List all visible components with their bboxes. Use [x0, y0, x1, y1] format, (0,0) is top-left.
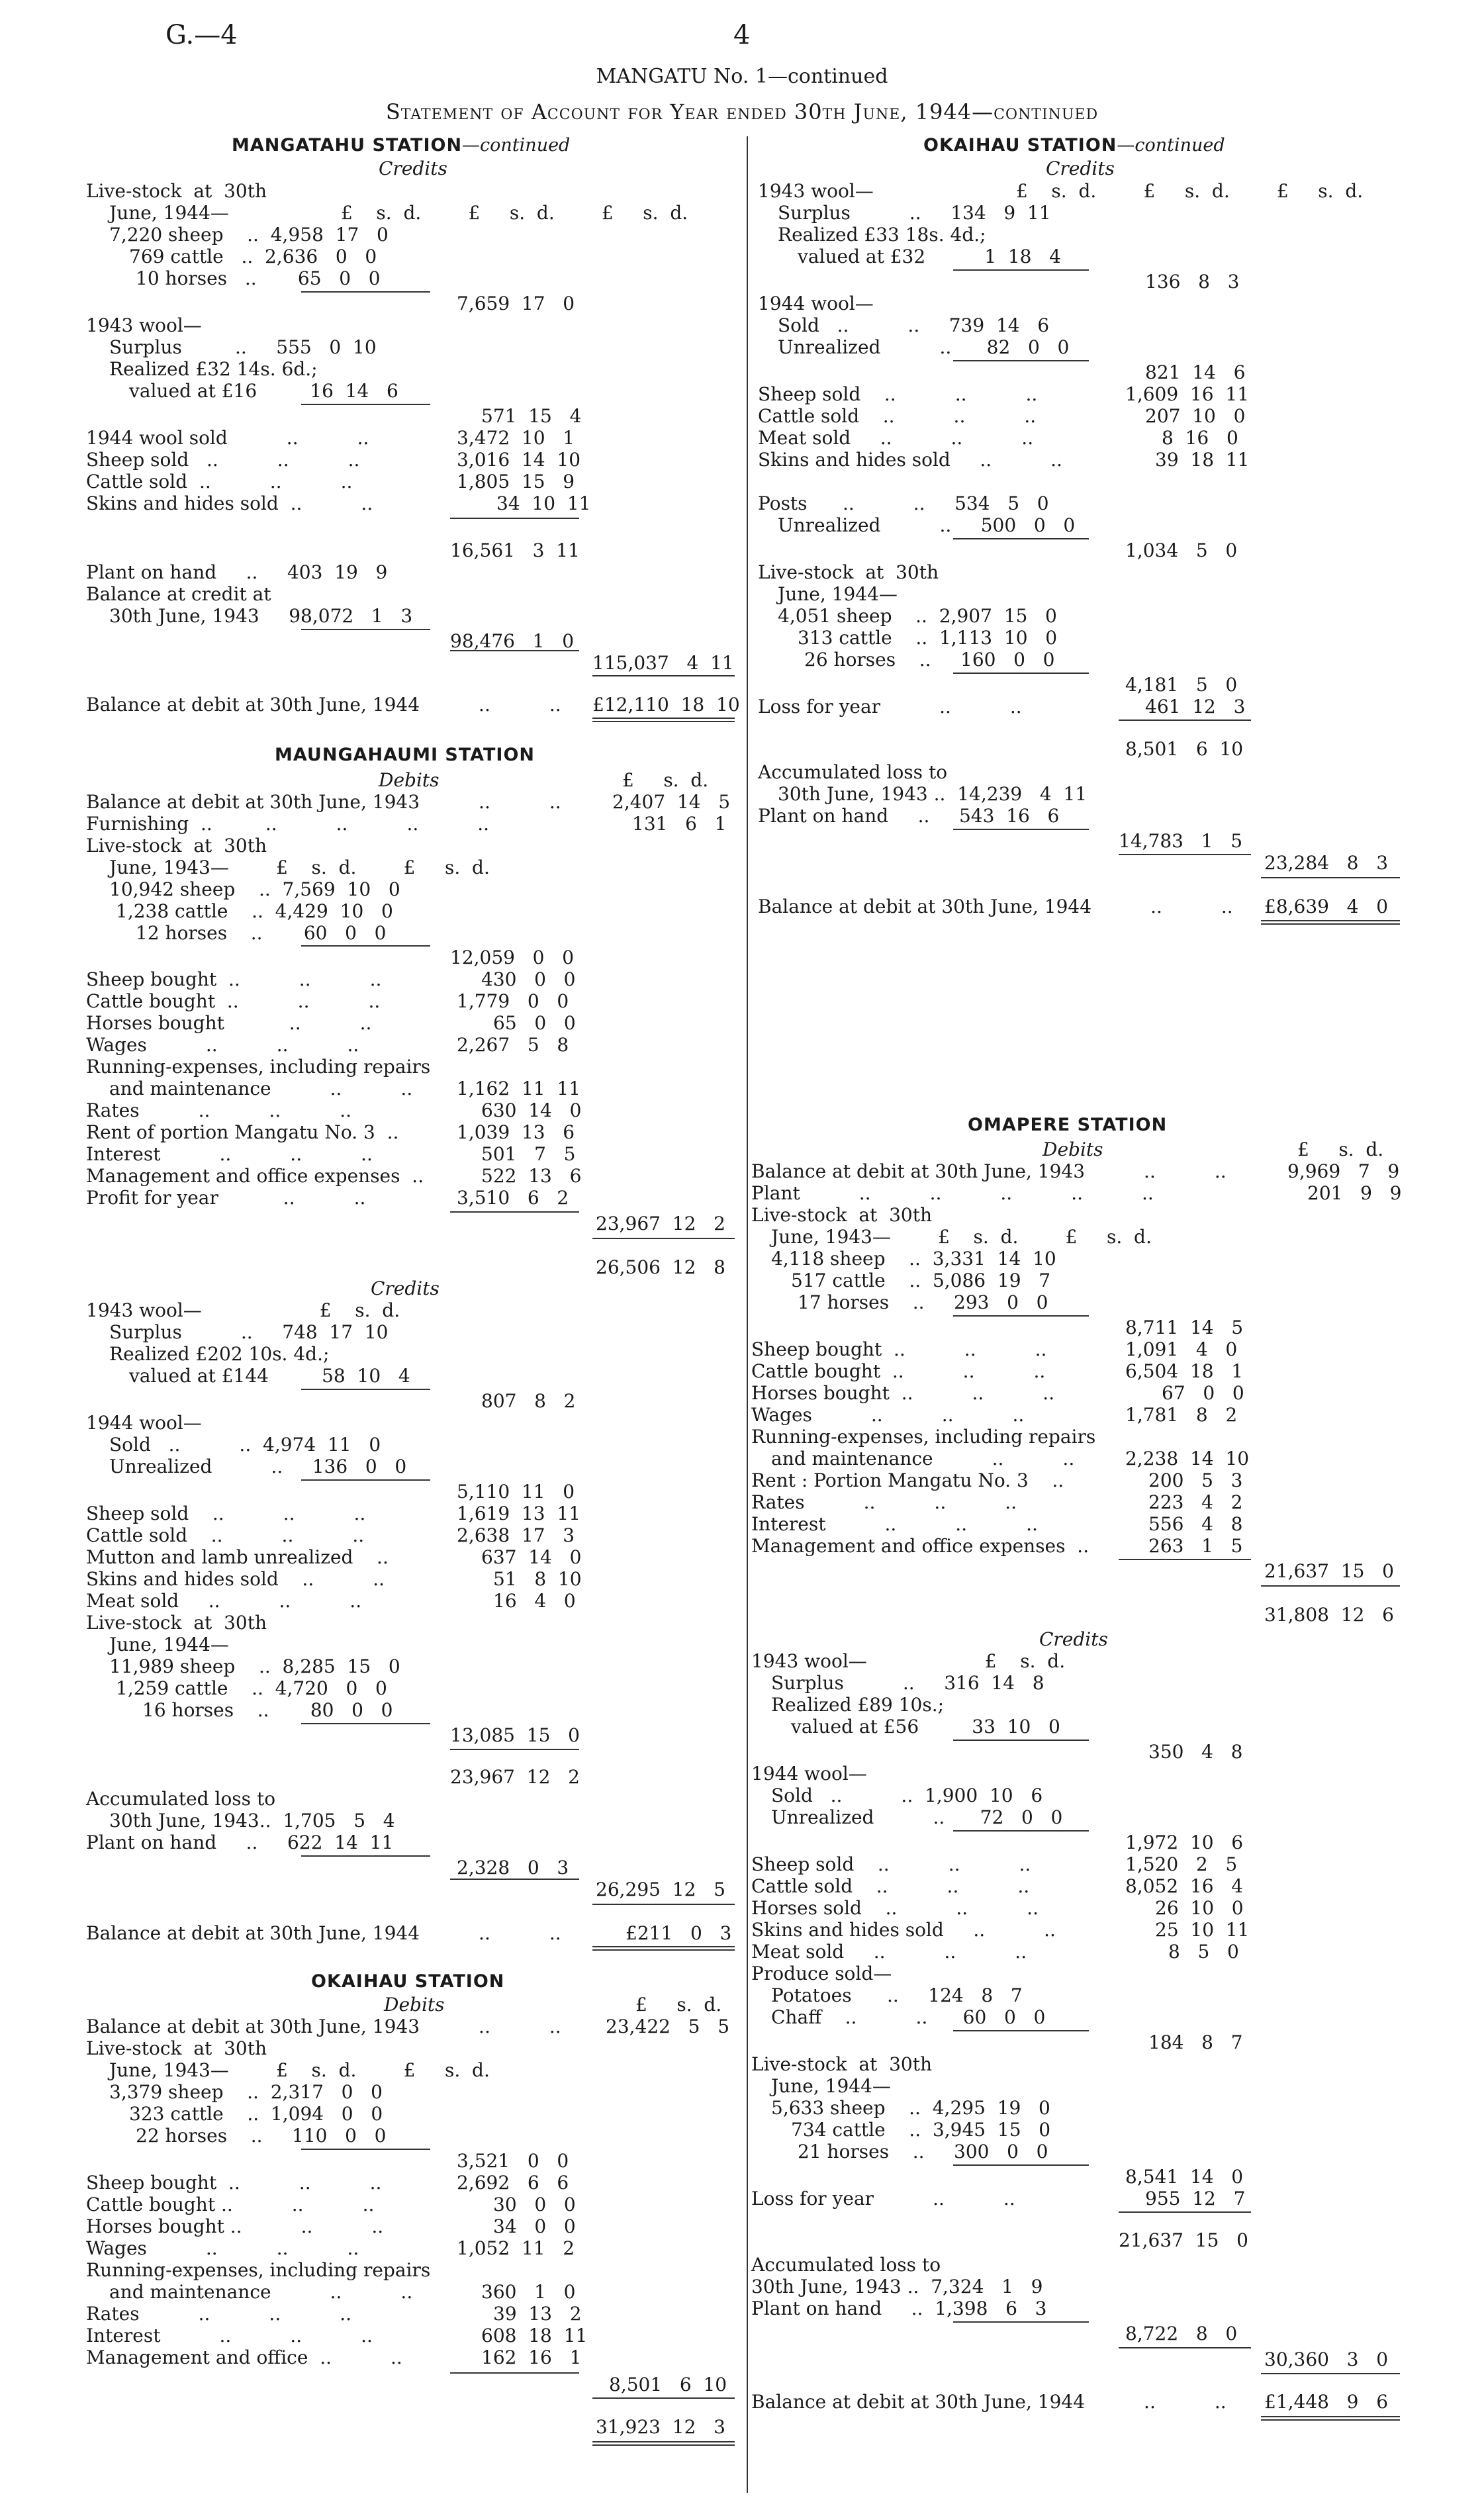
balance-line: Balance at debit at 30th June, 1944 .. .. — [758, 896, 1233, 917]
debits-label: Debits — [384, 1994, 445, 2016]
total: 30,360 3 0 — [1264, 2348, 1389, 2370]
amount: 2,267 5 8 — [457, 1034, 569, 1056]
amount: 571 15 4 — [481, 405, 582, 427]
line: Sheep sold .. .. .. — [86, 1503, 366, 1524]
line: 16 horses .. 80 0 0 — [142, 1699, 393, 1721]
line: Plant on hand .. 1,398 6 3 — [751, 2298, 1047, 2319]
amount: 26 10 0 — [1155, 1897, 1244, 1919]
page-ref: G.—4 — [165, 20, 238, 50]
amount: 1,091 4 0 — [1125, 1338, 1238, 1360]
line: Loss for year .. .. — [758, 696, 1022, 718]
amount: 223 4 2 — [1148, 1491, 1243, 1513]
line: Realized £32 14s. 6d.; — [109, 358, 318, 380]
balance-amount: £1,448 9 6 — [1264, 2391, 1389, 2413]
line: Sold .. .. 4,974 11 0 — [109, 1434, 381, 1456]
column-headings: £ s. d. £ s. d. £ s. d. — [341, 202, 688, 224]
line: Potatoes .. 124 8 7 — [771, 1984, 1023, 2006]
rule — [592, 1238, 735, 1239]
credits-label: Credits — [371, 1277, 440, 1299]
line: 30th June, 1943 .. 7,324 1 9 — [751, 2276, 1043, 2298]
statement-title: Statement of Account for Year ended 30th June, 1944—continued — [385, 99, 1099, 124]
line: Accumulated loss to — [758, 761, 948, 783]
rule — [301, 629, 430, 630]
amount: 136 8 3 — [1145, 271, 1240, 293]
rule — [1261, 2373, 1400, 2374]
amount: 34 0 0 — [493, 2215, 576, 2237]
credits-label: Credits — [1046, 158, 1115, 179]
rule — [450, 1211, 579, 1213]
rule — [953, 538, 1089, 539]
line: 517 cattle .. 5,086 19 7 — [791, 1270, 1051, 1291]
line: Realized £202 10s. 4d.; — [109, 1343, 330, 1365]
line: 30th June, 1943.. 1,705 5 4 — [109, 1810, 395, 1832]
amount: 3,472 10 1 — [457, 427, 575, 449]
amount: 16 4 0 — [493, 1590, 576, 1612]
amount: 14,783 1 5 — [1119, 830, 1243, 852]
amount: 461 12 3 — [1145, 696, 1246, 718]
line: June, 1944— — [109, 1634, 229, 1655]
total: 26,295 12 5 — [596, 1879, 725, 1900]
amount: 30 0 0 — [493, 2194, 576, 2215]
total: 115,037 4 11 — [592, 652, 734, 674]
amount: 98,476 1 0 — [450, 630, 575, 652]
subtotal: 21,637 15 0 — [1119, 2229, 1248, 2251]
line: Live-stock at 30th — [86, 2037, 267, 2059]
double-rule — [592, 1946, 735, 1951]
amount: 1,052 11 2 — [457, 2237, 575, 2259]
line: 4,051 sheep .. 2,907 15 0 — [778, 605, 1057, 627]
line: June, 1944— — [778, 583, 898, 605]
amount: 1,162 11 11 — [457, 1078, 581, 1099]
line: Realized £89 10s.; — [771, 1694, 945, 1716]
line: Unrealized .. 82 0 0 — [778, 336, 1070, 358]
amount: 2,328 0 3 — [457, 1857, 569, 1879]
line: Cattle sold .. .. .. — [86, 471, 353, 492]
line: 7,220 sheep .. 4,958 17 0 — [109, 224, 389, 246]
line: 1,238 cattle .. 4,429 10 0 — [116, 900, 393, 922]
amount: 3,016 14 10 — [457, 449, 581, 471]
line: 734 cattle .. 3,945 15 0 — [791, 2119, 1051, 2141]
amount: 1,039 13 6 — [457, 1121, 575, 1143]
line: Plant on hand .. 622 14 11 — [86, 1832, 394, 1853]
line: Live-stock at 30th — [751, 2053, 932, 2075]
line: Interest .. .. .. — [86, 2325, 373, 2346]
line: 3,379 sheep .. 2,317 0 0 — [109, 2081, 383, 2103]
line: Unrealized .. 136 0 0 — [109, 1456, 407, 1477]
rule — [301, 1855, 430, 1857]
station-title: OKAIHAU STATION—continued — [923, 135, 1225, 156]
line: Cattle bought .. .. .. — [751, 1360, 1046, 1382]
total: 26,506 12 8 — [596, 1256, 725, 1278]
line: Cattle sold .. .. .. — [86, 1524, 365, 1546]
rule — [953, 360, 1089, 361]
rule — [301, 1479, 430, 1481]
line: 1944 wool— — [758, 293, 874, 314]
line: Balance at debit at 30th June, 1943 .. .. — [86, 2016, 561, 2037]
line: Interest .. .. .. — [86, 1143, 373, 1165]
line: and maintenance .. .. — [109, 1078, 413, 1099]
amount: 556 4 8 — [1148, 1513, 1243, 1535]
rule — [450, 518, 579, 519]
line: Sheep sold .. .. .. — [86, 449, 360, 471]
amount: 23,422 5 5 — [606, 2016, 730, 2037]
amount: 2,238 14 10 — [1125, 1448, 1250, 1469]
line: Running-expenses, including repairs — [86, 1056, 431, 1078]
line: Live-stock at 30th — [86, 180, 267, 202]
subtotal: 16,561 3 11 — [450, 539, 580, 561]
rule — [953, 1740, 1089, 1741]
line: valued at £144 58 10 4 — [129, 1365, 410, 1387]
line: 22 horses .. 110 0 0 — [136, 2125, 387, 2147]
line: Live-stock at 30th — [86, 1612, 267, 1634]
rule — [1119, 854, 1251, 855]
amount: 8 16 0 — [1162, 427, 1238, 449]
line: Meat sold .. .. .. — [751, 1941, 1027, 1963]
amount: 263 1 5 — [1148, 1535, 1243, 1557]
rule — [450, 650, 579, 651]
line: Balance at credit at — [86, 583, 271, 605]
line: Running-expenses, including repairs — [751, 1426, 1096, 1448]
line: 4,118 sheep .. 3,331 14 10 — [771, 1248, 1056, 1270]
amount: 39 13 2 — [493, 2303, 582, 2325]
line: June, 1944— — [109, 202, 229, 224]
rule — [301, 945, 430, 947]
line: 1,259 cattle .. 4,720 0 0 — [116, 1677, 387, 1699]
amount: 630 14 0 — [481, 1099, 582, 1121]
line: and maintenance .. .. — [771, 1448, 1075, 1469]
line: 30th June, 1943 98,072 1 3 — [109, 605, 413, 627]
line: Rent of portion Mangatu No. 3 .. — [86, 1121, 399, 1143]
amount: 1,781 8 2 — [1125, 1404, 1238, 1426]
line: Unrealized .. 72 0 0 — [771, 1806, 1063, 1828]
rule — [450, 1879, 579, 1880]
rule — [953, 829, 1089, 830]
line: Wages .. .. .. — [86, 2237, 359, 2259]
amount: 807 8 2 — [481, 1390, 576, 1412]
line: Meat sold .. .. .. — [758, 427, 1034, 449]
balance-line: Balance at debit at 30th June, 1944 .. .. — [86, 694, 561, 716]
line: June, 1943— £ s. d. £ s. d. — [771, 1226, 1152, 1248]
rule — [592, 675, 735, 676]
balance-line: Balance at debit at 30th June, 1944 .. .. — [86, 1922, 561, 1944]
rule — [953, 2164, 1089, 2166]
total: 31,808 12 6 — [1264, 1604, 1394, 1626]
amount: 501 7 5 — [481, 1143, 576, 1165]
line: Sheep bought .. .. .. — [751, 1338, 1047, 1360]
rule — [592, 2397, 735, 2399]
report-heading: MANGATU No. 1—continued — [596, 65, 888, 88]
line: 769 cattle .. 2,636 0 0 — [129, 246, 377, 267]
line: Sold .. .. 1,900 10 6 — [771, 1785, 1043, 1806]
line: Running-expenses, including repairs — [86, 2259, 431, 2281]
line: Unrealized .. 500 0 0 — [778, 514, 1076, 536]
line: 1943 wool— £ s. d. — [751, 1650, 1066, 1672]
amount: 201 9 9 — [1307, 1182, 1402, 1204]
amount: 2,638 17 3 — [457, 1524, 575, 1546]
amount: 34 10 11 — [496, 492, 591, 514]
line: Rates .. .. .. — [751, 1491, 1017, 1513]
line: June, 1943— £ s. d. £ s. d. — [109, 2059, 490, 2081]
amount: 131 6 1 — [632, 813, 727, 835]
line: Plant .. .. .. .. .. — [751, 1182, 1154, 1204]
credits-label: Credits — [379, 158, 447, 179]
line: Horses bought .. .. .. — [751, 1382, 1055, 1404]
amount: 8 5 0 — [1168, 1941, 1239, 1963]
line: Interest .. .. .. — [751, 1513, 1038, 1535]
double-rule — [1261, 920, 1400, 925]
rule — [450, 2372, 579, 2374]
rule — [953, 2321, 1089, 2323]
line: Live-stock at 30th — [758, 561, 939, 583]
amount: 637 14 0 — [481, 1546, 582, 1568]
rule — [592, 1904, 735, 1905]
amount: 67 0 0 — [1162, 1382, 1244, 1404]
debits-label: Debits — [1043, 1138, 1103, 1160]
rule — [301, 404, 430, 405]
amount: 9,969 7 9 — [1287, 1160, 1400, 1182]
continued-suffix: —continued — [1117, 135, 1225, 156]
amount: 1,034 5 0 — [1125, 539, 1238, 561]
line: Live-stock at 30th — [86, 835, 267, 857]
line: Balance at debit at 30th June, 1943 .. .. — [86, 791, 561, 813]
line: Plant on hand .. 403 19 9 — [86, 561, 388, 583]
line: 313 cattle .. 1,113 10 0 — [798, 627, 1058, 649]
balance-amount: £8,639 4 0 — [1264, 896, 1389, 917]
amount: 7,659 17 0 — [457, 293, 575, 314]
amount: 2,692 6 6 — [457, 2172, 569, 2194]
rule — [301, 2149, 430, 2150]
page-number: 4 — [733, 20, 751, 50]
line: Horses bought .. .. .. — [86, 2215, 384, 2237]
line: 323 cattle .. 1,094 0 0 — [129, 2103, 383, 2125]
rule — [1261, 1585, 1400, 1587]
amount: 1,972 10 6 — [1125, 1832, 1244, 1853]
line: Skins and hides sold .. .. — [758, 449, 1062, 471]
total: 21,637 15 0 — [1264, 1560, 1394, 1582]
line: 1943 wool— £ s. d. — [86, 1299, 400, 1321]
amount: 608 18 11 — [481, 2325, 588, 2346]
amount: 25 10 11 — [1155, 1919, 1250, 1941]
line: Furnishing .. .. .. .. .. — [86, 813, 490, 835]
line: 11,989 sheep .. 8,285 15 0 — [109, 1655, 400, 1677]
line: Produce sold— — [751, 1963, 892, 1984]
amount: 8,711 14 5 — [1125, 1317, 1244, 1338]
amount: 12,059 0 0 — [450, 947, 575, 968]
line: Cattle bought .. .. .. — [86, 2194, 375, 2215]
line: 10,942 sheep .. 7,569 10 0 — [109, 878, 400, 900]
amount: 350 4 8 — [1148, 1741, 1243, 1763]
line: Management and office .. .. — [86, 2346, 402, 2368]
line: 1944 wool— — [751, 1763, 867, 1785]
line: Skins and hides sold .. .. — [751, 1919, 1056, 1941]
amount: 430 0 0 — [481, 968, 576, 990]
amount: 4,181 5 0 — [1125, 674, 1238, 696]
line: Rates .. .. .. — [86, 2303, 352, 2325]
amount: 8,052 16 4 — [1125, 1875, 1244, 1897]
amount: 51 8 10 — [493, 1568, 582, 1590]
subtotal: 8,501 6 10 — [1125, 738, 1244, 760]
amount: 6,504 18 1 — [1125, 1360, 1244, 1382]
rule — [1119, 1559, 1251, 1560]
rule — [301, 291, 430, 293]
double-rule — [1261, 2416, 1400, 2421]
rule — [1119, 720, 1251, 721]
amount: 1,609 16 11 — [1125, 383, 1250, 405]
rule — [1119, 2347, 1251, 2348]
line: Chaff .. .. 60 0 0 — [771, 2006, 1046, 2028]
amount: 1,779 0 0 — [457, 990, 569, 1012]
credits-label: Credits — [1039, 1628, 1108, 1650]
line: 1943 wool— — [758, 180, 874, 202]
total: 23,967 12 2 — [596, 1213, 725, 1234]
line: 17 horses .. 293 0 0 — [798, 1291, 1048, 1313]
amount: 1,619 13 11 — [457, 1503, 581, 1524]
rule — [953, 673, 1089, 674]
line: Meat sold .. .. .. — [86, 1590, 362, 1612]
line: Sheep bought .. .. .. — [86, 968, 382, 990]
line: Sheep bought .. .. .. — [86, 2172, 382, 2194]
line: 1943 wool— — [86, 314, 202, 336]
total: 8,501 6 10 — [609, 2374, 727, 2395]
line: and maintenance .. .. — [109, 2281, 413, 2303]
column-headings: £ s. d. — [635, 1994, 722, 2016]
line: Realized £33 18s. 4d.; — [778, 224, 986, 246]
amount: 3,521 0 0 — [457, 2150, 569, 2172]
amount: 200 5 3 — [1148, 1469, 1243, 1491]
line: Horses sold .. .. .. — [751, 1897, 1039, 1919]
line: valued at £32 1 18 4 — [798, 246, 1061, 267]
line: Skins and hides sold .. .. — [86, 1568, 385, 1590]
amount: 65 0 0 — [493, 1012, 576, 1034]
line: Sheep sold .. .. .. — [758, 383, 1038, 405]
station-title: MANGATAHU STATION—continued — [232, 135, 571, 156]
line: Surplus .. 748 17 10 — [109, 1321, 389, 1343]
amount: 8,722 8 0 — [1125, 2323, 1238, 2345]
line: Posts .. .. 534 5 0 — [758, 492, 1049, 514]
debits-label: Debits — [379, 769, 440, 791]
line: Mutton and lamb unrealized .. — [86, 1546, 389, 1568]
amount: 8,541 14 0 — [1125, 2166, 1244, 2188]
amount: 360 1 0 — [481, 2281, 576, 2303]
line: 1944 wool— — [86, 1412, 202, 1434]
line: 1944 wool sold .. .. — [86, 427, 369, 449]
balance-amount: £211 0 3 — [626, 1922, 732, 1944]
line: 5,633 sheep .. 4,295 19 0 — [771, 2097, 1050, 2119]
rule — [1261, 877, 1400, 878]
line: June, 1943— £ s. d. £ s. d. — [109, 857, 490, 878]
amount: 3,510 6 2 — [457, 1187, 569, 1209]
amount: 184 8 7 — [1148, 2031, 1243, 2053]
amount: 821 14 6 — [1145, 361, 1246, 383]
subtotal: 23,967 12 2 — [450, 1766, 580, 1788]
line: Cattle bought .. .. .. — [86, 990, 381, 1012]
amount: 1,805 15 9 — [457, 471, 575, 492]
line: Surplus .. 316 14 8 — [771, 1672, 1044, 1694]
line: Live-stock at 30th — [751, 1204, 932, 1226]
column-headings: £ s. d. £ s. d. £ s. d. — [1016, 180, 1364, 202]
amount: 39 18 11 — [1155, 449, 1250, 471]
line: Rent : Portion Mangatu No. 3 .. — [751, 1469, 1064, 1491]
amount: 207 10 0 — [1145, 405, 1246, 427]
rule — [953, 1830, 1089, 1832]
line: Sheep sold .. .. .. — [751, 1853, 1031, 1875]
line: 30th June, 1943 .. 14,239 4 11 — [778, 783, 1088, 805]
line: Wages .. .. .. — [86, 1034, 359, 1056]
line: valued at £16 16 14 6 — [129, 380, 398, 402]
double-rule — [592, 2441, 735, 2446]
rule — [301, 1723, 430, 1724]
column-divider — [747, 136, 748, 2493]
line: Balance at debit at 30th June, 1943 .. .. — [751, 1160, 1227, 1182]
balance-amount: £12,110 18 10 — [592, 694, 740, 716]
line: 12 horses .. 60 0 0 — [136, 922, 387, 944]
amount: 5,110 11 0 — [457, 1481, 575, 1503]
line: Plant on hand .. 543 16 6 — [758, 805, 1060, 827]
line: Surplus .. 134 9 11 — [778, 202, 1051, 224]
amount: 1,520 2 5 — [1125, 1853, 1238, 1875]
line: June, 1944— — [771, 2075, 891, 2097]
rule — [450, 1749, 579, 1750]
rule — [1119, 2211, 1251, 2213]
column-headings: £ s. d. — [622, 769, 709, 791]
total: 23,284 8 3 — [1264, 852, 1389, 874]
line: Skins and hides sold .. .. — [86, 492, 373, 514]
continued-suffix: —continued — [462, 135, 571, 156]
line: Surplus .. 555 0 10 — [109, 336, 377, 358]
line: Loss for year .. .. — [751, 2188, 1015, 2209]
line: Cattle sold .. .. .. — [751, 1875, 1030, 1897]
line: Profit for year .. .. — [86, 1187, 366, 1209]
double-rule — [592, 718, 735, 722]
line: Cattle sold .. .. .. — [758, 405, 1037, 427]
rule — [301, 1389, 430, 1390]
line: Accumulated loss to — [751, 2254, 941, 2276]
line: valued at £56 33 10 0 — [791, 1716, 1060, 1738]
line: 10 horses .. 65 0 0 — [136, 267, 381, 289]
rule — [953, 1315, 1089, 1317]
amount: 2,407 14 5 — [612, 791, 731, 813]
line: Management and office expenses .. — [751, 1535, 1090, 1557]
line: 21 horses .. 300 0 0 — [798, 2141, 1048, 2162]
line: 26 horses .. 160 0 0 — [804, 649, 1055, 671]
rule — [953, 269, 1089, 271]
line: Sold .. .. 739 14 6 — [778, 314, 1050, 336]
column-headings: £ s. d. — [1297, 1138, 1384, 1160]
rule — [953, 2030, 1089, 2031]
total: 31,923 12 3 — [596, 2416, 725, 2438]
station-title: OKAIHAU STATION — [311, 1971, 505, 1992]
line: Accumulated loss to — [86, 1788, 276, 1810]
line: Wages .. .. .. — [751, 1404, 1025, 1426]
amount: 162 16 1 — [481, 2346, 582, 2368]
line: Horses bought .. .. — [86, 1012, 372, 1034]
amount: 13,085 15 0 — [450, 1724, 580, 1746]
amount: 522 13 6 — [481, 1165, 582, 1187]
amount: 955 12 7 — [1145, 2188, 1246, 2209]
station-title: OMAPERE STATION — [968, 1115, 1168, 1135]
line: Management and office expenses .. — [86, 1165, 424, 1187]
line: Rates .. .. .. — [86, 1099, 352, 1121]
balance-line: Balance at debit at 30th June, 1944 .. .. — [751, 2391, 1227, 2413]
station-title: MAUNGAHAUMI STATION — [275, 745, 535, 765]
